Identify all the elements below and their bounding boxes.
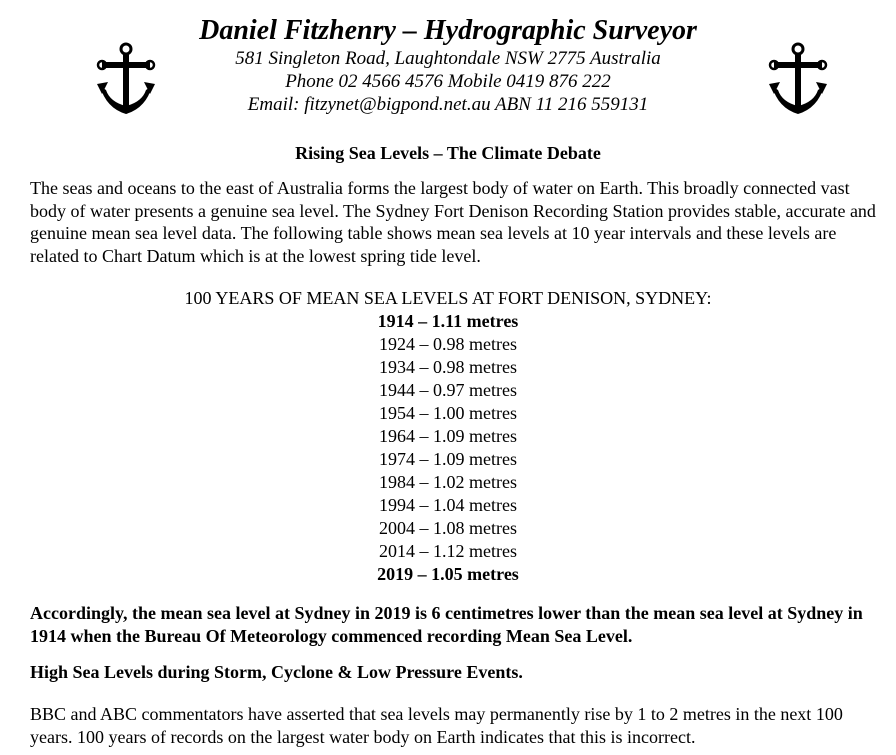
sea-level-row: 2004 – 1.08 metres [379,518,517,538]
sea-level-row: 1984 – 1.02 metres [379,472,517,492]
sea-level-row: 1944 – 0.97 metres [379,380,517,400]
letterhead-email: Email: fitzynet@bigpond.net.au ABN 11 216 559131 [247,94,649,115]
sea-level-list [0,310,896,586]
sea-level-row: 1964 – 1.09 metres [379,426,517,446]
conclusion-paragraph: Accordingly, the mean sea level at Sydney in 2019 is 6 centimetres lower than the mean sea level at Sydney in 1914 when the Bureau Of Meteorology commenced recording Mean Sea Level. [30,603,863,646]
closing-paragraph: BBC and ABC commentators have asserted that sea levels may permanently rise by 1 to 2 metres in the next 100 years. 100 years of records on the largest water body on Earth indicates that this is incorrect. [30,704,843,747]
sea-level-row: 2019 – 1.05 metres [377,564,519,584]
sea-level-row: 1934 – 0.98 metres [379,357,517,377]
sea-level-row: 1954 – 1.00 metres [379,403,517,423]
intro-paragraph: The seas and oceans to the east of Australia forms the largest body of water on Earth. This broadly connected vast body of water presents a genuine sea level. The Sydney Fort Denison Recording Station provides stable, accurate and genuine mean sea level data. The following table shows mean sea levels at 10 year intervals and these levels are related to Chart Datum which is at the lowest spring tide level. [30,178,876,266]
table-heading: 100 YEARS OF MEAN SEA LEVELS AT FORT DENISON, SYDNEY: [184,288,712,308]
document-title: Rising Sea Levels – The Climate Debate [295,143,601,163]
letterhead-phone: Phone 02 4566 4576 Mobile 0419 876 222 [285,71,611,92]
letterhead [0,0,896,132]
sea-level-row: 2014 – 1.12 metres [379,541,517,561]
sea-level-row: 1974 – 1.09 metres [379,449,517,469]
section-subheading: High Sea Levels during Storm, Cyclone & Low Pressure Events. [30,662,523,682]
sea-level-row: 1914 – 1.11 metres [377,311,519,331]
sea-level-row: 1924 – 0.98 metres [379,334,517,354]
sea-level-row: 1994 – 1.04 metres [379,495,517,515]
letterhead-name: Daniel Fitzhenry – Hydrographic Surveyor [199,15,697,46]
letterhead-address: 581 Singleton Road, Laughtondale NSW 2775 Australia [235,48,661,69]
sea-level-table [0,287,896,586]
